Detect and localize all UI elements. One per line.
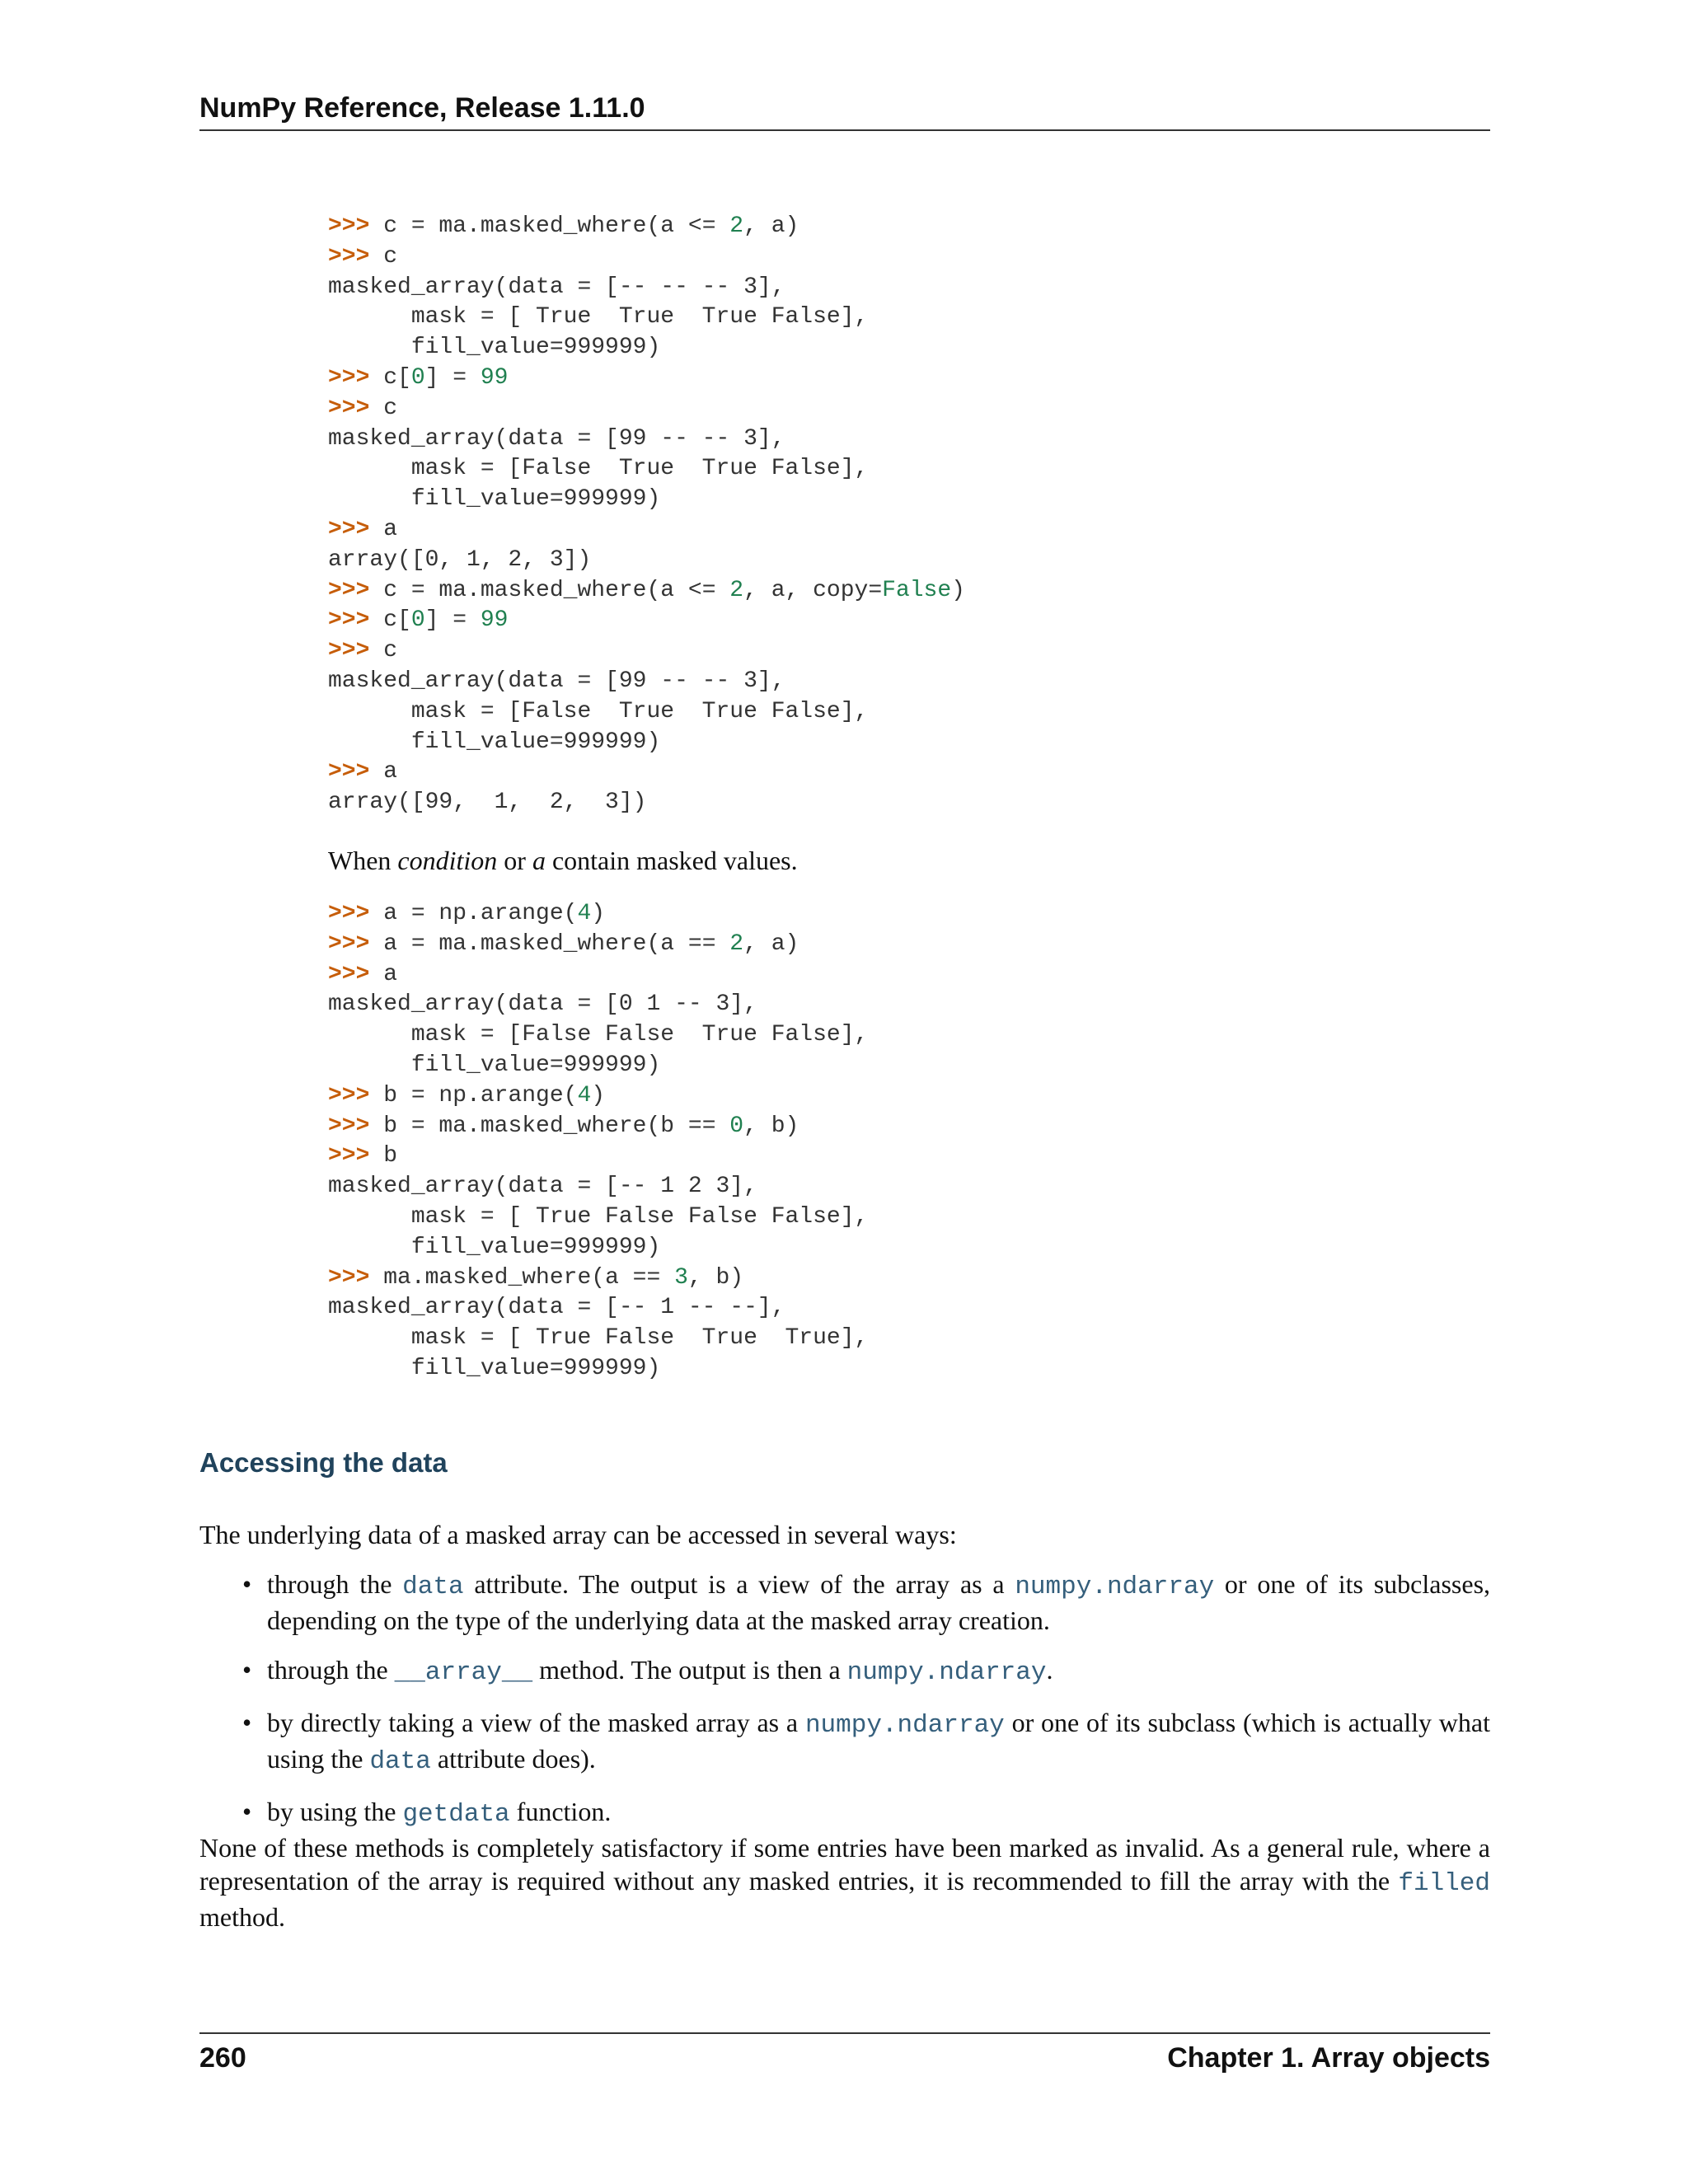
document-title: NumPy Reference, Release 1.11.0 — [199, 92, 645, 124]
page-footer — [199, 2032, 1490, 2074]
code-line: >>> c[0] = 99 — [328, 607, 509, 634]
list-item: • through the __array__ method. The output is then a numpy.ndarray. — [242, 1655, 1053, 1687]
code-line: masked_array(data = [0 1 -- 3], — [328, 991, 757, 1018]
list-item: • by directly taking a view of the masked array as a numpy.ndarray or one of its subclass (which is actually what using the data attribute does). — [242, 1708, 1491, 1776]
page-header — [199, 92, 1490, 131]
code-line: masked_array(data = [99 -- -- 3], — [328, 668, 785, 694]
code-example-block-2 — [328, 899, 868, 1385]
code-line: mask = [False True True False], — [328, 698, 869, 724]
list-item: • through the data attribute. The output is a view of the array as a numpy.ndarray or one of its subclasses, depending on the type of the underlying data at the masked array creation. — [242, 1569, 1491, 1635]
code-line: >>> a = np.arange(4) — [328, 901, 606, 926]
code-line: masked_array(data = [99 -- -- 3], — [328, 425, 785, 452]
code-line: >>> a — [328, 759, 398, 785]
ndarray-link[interactable]: numpy.ndarray — [804, 1711, 1005, 1740]
list-item: • by using the getdata function. — [242, 1797, 612, 1829]
section-intro: The underlying data of a masked array can be accessed in several ways: — [199, 1520, 957, 1549]
bullet-icon: • — [242, 1569, 252, 1599]
code-line: masked_array(data = [-- 1 2 3], — [328, 1174, 757, 1200]
code-line: >>> b — [328, 1143, 398, 1169]
code-line: masked_array(data = [-- 1 -- --], — [328, 1295, 785, 1321]
access-methods-list — [199, 1568, 1490, 1848]
section-heading: Accessing the data — [199, 1447, 448, 1478]
code-line: fill_value=999999) — [328, 1052, 661, 1078]
code-line: >>> c — [328, 638, 398, 664]
ndarray-link[interactable]: numpy.ndarray — [1015, 1572, 1215, 1601]
code-line: >>> b = np.arange(4) — [328, 1082, 606, 1108]
code-line: >>> c = ma.masked_where(a <= 2, a) — [328, 213, 799, 239]
masked-values-intro: When condition or a contain masked values. — [328, 846, 798, 875]
code-line: mask = [ True False True True], — [328, 1325, 869, 1352]
code-line: mask = [ True False False False], — [328, 1203, 869, 1230]
code-line: >>> c — [328, 395, 398, 421]
page-number: 260 — [199, 2042, 246, 2074]
code-line: >>> a — [328, 516, 398, 542]
code-line: >>> c[0] = 99 — [328, 364, 509, 391]
filled-method-link[interactable]: filled — [1398, 1869, 1490, 1898]
code-line: fill_value=999999) — [328, 1234, 661, 1260]
code-line: mask = [ True True True False], — [328, 304, 869, 330]
getdata-link[interactable]: getdata — [402, 1800, 510, 1829]
code-line: >>> c = ma.masked_where(a <= 2, a, copy=False) — [328, 577, 965, 603]
code-line: >>> a = ma.masked_where(a == 2, a) — [328, 930, 799, 957]
bullet-icon: • — [242, 1655, 252, 1685]
param-a: a — [532, 846, 546, 875]
code-line: array([0, 1, 2, 3]) — [328, 546, 592, 573]
code-line: fill_value=999999) — [328, 1355, 661, 1381]
param-condition: condition — [397, 846, 498, 875]
bullet-icon: • — [242, 1797, 252, 1826]
code-line: masked_array(data = [-- -- -- 3], — [328, 274, 785, 300]
closing-paragraph: None of these methods is completely satisfactory if some entries have been marked as invalid. As a general rule, where a representation of the array is required without any masked entries, it is recommended to fill the array with the filled method. — [199, 1833, 1490, 1932]
code-line: >>> a — [328, 961, 398, 987]
ndarray-link[interactable]: numpy.ndarray — [846, 1658, 1047, 1687]
array-method-link[interactable]: __array__ — [394, 1658, 533, 1687]
code-line: fill_value=999999) — [328, 335, 661, 361]
code-line: fill_value=999999) — [328, 486, 661, 513]
code-line: array([99, 1, 2, 3]) — [328, 790, 647, 816]
code-line: mask = [False True True False], — [328, 456, 869, 482]
code-line: >>> ma.masked_where(a == 3, b) — [328, 1264, 744, 1291]
code-line: mask = [False False True False], — [328, 1022, 869, 1048]
data-attribute-link[interactable]: data — [369, 1747, 431, 1776]
data-attribute-link[interactable]: data — [402, 1572, 464, 1601]
bullet-icon: • — [242, 1708, 252, 1737]
code-line: fill_value=999999) — [328, 729, 661, 755]
code-line: >>> c — [328, 243, 398, 269]
code-line: >>> b = ma.masked_where(b == 0, b) — [328, 1113, 799, 1139]
chapter-label: Chapter 1. Array objects — [1167, 2042, 1490, 2074]
code-example-block-1 — [328, 212, 965, 818]
